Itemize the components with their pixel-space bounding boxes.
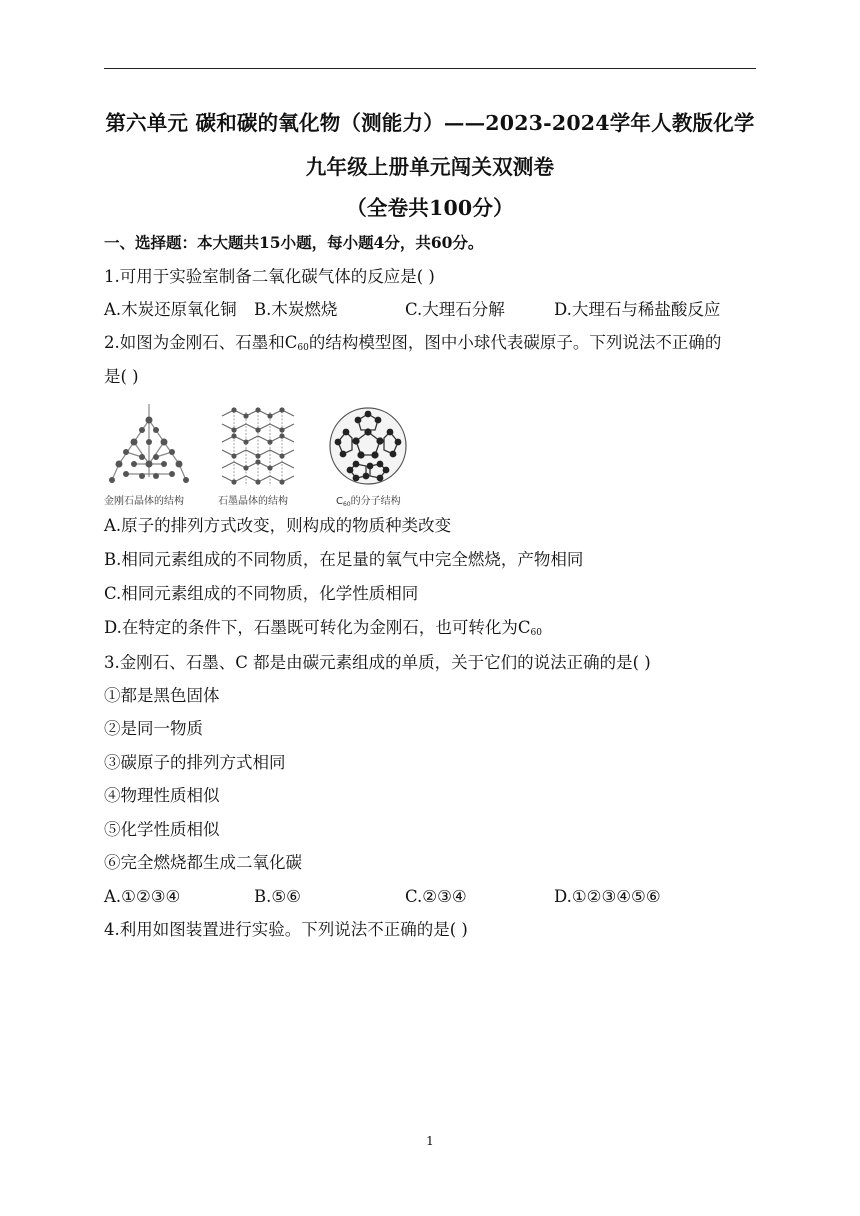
q4-stem: 4.利用如图装置进行实验。下列说法不正确的是( ) [104, 920, 468, 939]
c60-structure-image [322, 402, 414, 490]
q2-option-d: D.在特定的条件下，石墨既可转化为金刚石，也可转化为$C_{60}$ [104, 618, 542, 638]
graphite-structure-figure [218, 402, 298, 507]
title-line-2: 九年级上册单元闯关双测卷 [305, 155, 555, 179]
q3-statement-3: ③碳原子的排列方式相同 [104, 753, 286, 772]
q1-option-c: C.大理石分解 [405, 300, 505, 319]
q2-stem-line-1: 2.如图为金刚石、石墨和$C_{60}$的结构模型图，图中小球代表碳原子。下列说法不正确的 [104, 333, 722, 353]
q2-option-b: B.相同元素组成的不同物质，在足量的氧气中完全燃烧，产物相同 [104, 550, 584, 569]
q2-option-c: C.相同元素组成的不同物质，化学性质相同 [104, 584, 419, 603]
title-line-3: （全卷共100分） [346, 196, 514, 220]
q2-stem-line-2: 是( ) [104, 367, 139, 386]
header-rule [104, 68, 756, 69]
q1-option-d: D.大理石与稀盐酸反应 [554, 300, 721, 319]
q3-statement-2: ②是同一物质 [104, 719, 203, 738]
q3-option-d: D.①②③④⑤⑥ [554, 887, 661, 906]
page-number: 1 [426, 1134, 434, 1148]
q1-option-a: A.木炭还原氧化铜 [104, 300, 237, 319]
q1-stem: 1.可用于实验室制备二氧化碳气体的反应是( ) [104, 267, 435, 286]
q3-statement-5: ⑤化学性质相似 [104, 820, 220, 839]
q3-option-a: A.①②③④ [104, 887, 181, 906]
q3-stem: 3.金刚石、石墨、C 都是由碳元素组成的单质，关于它们的说法正确的是( ) [104, 653, 651, 672]
diamond-structure-image [104, 402, 194, 490]
q3-option-c: C.②③④ [405, 887, 467, 906]
q3-statement-1: ①都是黑色固体 [104, 686, 220, 705]
graphite-caption: 石墨晶体的结构 [218, 496, 288, 507]
section-heading: 一、选择题：本大题共15小题，每小题4分，共60分。 [104, 233, 484, 252]
q3-option-b: B.⑤⑥ [254, 887, 301, 906]
graphite-structure-image [218, 402, 298, 490]
c60-caption: $C_{60}$的分子结构 [336, 496, 401, 508]
c60-structure-figure [322, 402, 414, 508]
q3-statement-4: ④物理性质相似 [104, 786, 220, 805]
q1-option-b: B.木炭燃烧 [254, 300, 338, 319]
diamond-structure-figure [104, 402, 194, 507]
q3-statement-6: ⑥完全燃烧都生成二氧化碳 [104, 853, 302, 872]
title-line-1: 第六单元 碳和碳的氧化物（测能力）——2023-2024学年人教版化学 [105, 111, 755, 135]
q2-option-a: A.原子的排列方式改变，则构成的物质种类改变 [104, 516, 452, 535]
diamond-caption: 金刚石晶体的结构 [104, 496, 184, 507]
